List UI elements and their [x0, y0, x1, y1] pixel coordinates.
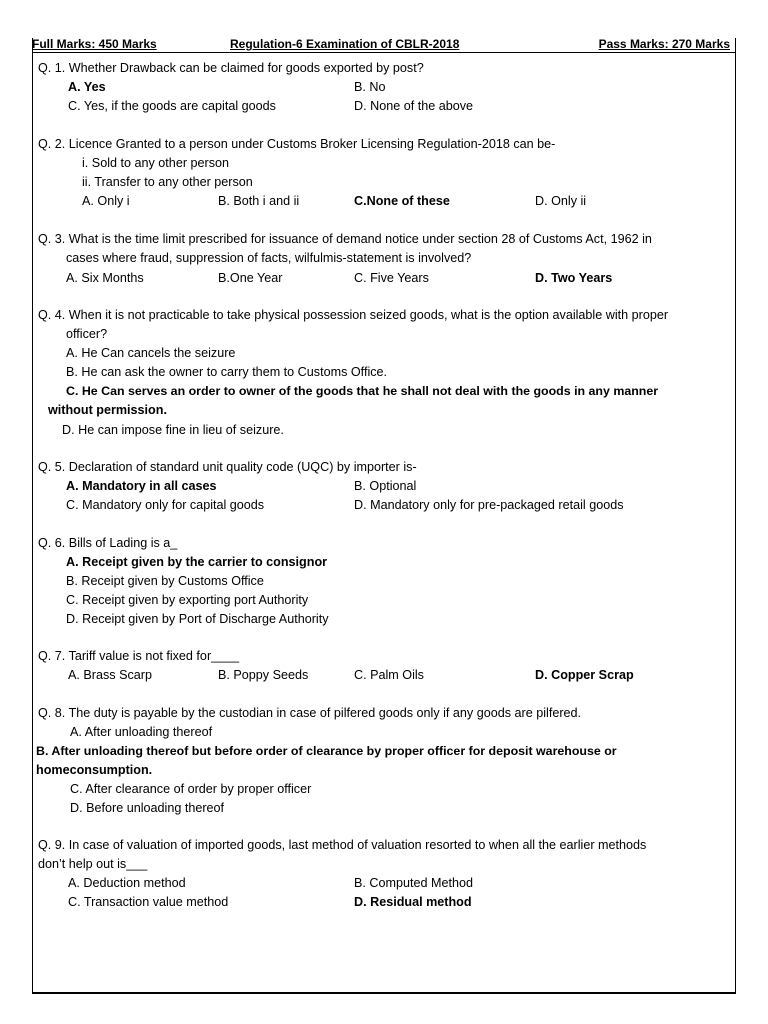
q2-option-d: D. Only ii	[535, 194, 587, 208]
q6-question: Q. 6. Bills of Lading is a_	[38, 536, 178, 550]
q4-option-a: A. He Can cancels the seizure	[66, 346, 236, 360]
q4-option-b: B. He can ask the owner to carry them to Customs Office.	[66, 365, 388, 379]
q3-option-c: C. Five Years	[354, 271, 429, 285]
q7-option-a: A. Brass Scarp	[68, 668, 152, 682]
q1-option-b: B. No	[354, 80, 386, 94]
q2-statement-ii: ii. Transfer to any other person	[82, 175, 253, 189]
q8-question: Q. 8. The duty is payable by the custodian in case of pilfered goods only if any goods are pilfered.	[38, 706, 582, 720]
q9-option-b: B. Computed Method	[354, 876, 474, 890]
q8-option-b-line2: homeconsumption.	[36, 763, 153, 777]
q8-option-a: A. After unloading thereof	[70, 725, 213, 739]
header-rule	[32, 52, 736, 53]
q6-option-a: A. Receipt given by the carrier to consignor	[66, 555, 328, 569]
q5-option-c: C. Mandatory only for capital goods	[66, 498, 265, 512]
q1-option-c: C. Yes, if the goods are capital goods	[68, 99, 276, 113]
q9-question-line2: don’t help out is___	[38, 857, 148, 871]
q4-question-line2: officer?	[66, 327, 108, 341]
q1-option-d: D. None of the above	[354, 99, 474, 113]
q9-option-a: A. Deduction method	[68, 876, 186, 890]
q2-option-b: B. Both i and ii	[218, 194, 300, 208]
q1-option-a: A. Yes	[68, 80, 106, 94]
q5-question: Q. 5. Declaration of standard unit quality code (UQC) by importer is-	[38, 460, 417, 474]
q3-option-b: B.One Year	[218, 271, 283, 285]
q9-option-d: D. Residual method	[354, 895, 472, 909]
exam-title: Regulation-6 Examination of CBLR-2018	[230, 37, 460, 51]
q6-option-c: C. Receipt given by exporting port Authority	[66, 593, 309, 607]
q1-question: Q. 1. Whether Drawback can be claimed for goods exported by post?	[38, 61, 424, 75]
q7-option-d: D. Copper Scrap	[535, 668, 634, 682]
q4-option-c-line1: C. He Can serves an order to owner of the goods that he shall not deal with the goods in any manner	[66, 384, 659, 398]
q8-option-b-line1: B. After unloading thereof but before order of clearance by proper officer for deposit warehouse or	[36, 744, 617, 758]
q4-option-c-line2: without permission.	[48, 403, 167, 417]
q5-option-b: B. Optional	[354, 479, 417, 493]
q9-option-c: C. Transaction value method	[68, 895, 229, 909]
q2-statement-i: i. Sold to any other person	[82, 156, 230, 170]
q5-option-a: A. Mandatory in all cases	[66, 479, 217, 493]
q7-question: Q. 7. Tariff value is not fixed for____	[38, 649, 240, 663]
pass-marks: Pass Marks: 270 Marks	[598, 37, 730, 51]
q3-option-d: D. Two Years	[535, 271, 613, 285]
q3-question-line2: cases where fraud, suppression of facts, wilfulmis-statement is involved?	[66, 251, 472, 265]
q6-option-d: D. Receipt given by Port of Discharge Authority	[66, 612, 329, 626]
q3-question-line1: Q. 3. What is the time limit prescribed for issuance of demand notice under section 28 of Customs Act, 1962 in	[38, 232, 652, 246]
exam-header	[32, 37, 736, 53]
q2-question: Q. 2. Licence Granted to a person under Customs Broker Licensing Regulation-2018 can be-	[38, 137, 556, 151]
q8-option-d: D. Before unloading thereof	[70, 801, 225, 815]
q7-option-c: C. Palm Oils	[354, 668, 424, 682]
q9-question-line1: Q. 9. In case of valuation of imported goods, last method of valuation resorted to when all the earlier methods	[38, 838, 647, 852]
q7-option-b: B. Poppy Seeds	[218, 668, 309, 682]
q2-option-c: C.None of these	[354, 194, 450, 208]
q3-option-a: A. Six Months	[66, 271, 144, 285]
q2-option-a: A. Only i	[82, 194, 130, 208]
q8-option-c: C. After clearance of order by proper officer	[70, 782, 312, 796]
full-marks: Full Marks: 450 Marks	[32, 37, 157, 51]
q6-option-b: B. Receipt given by Customs Office	[66, 574, 264, 588]
q4-option-d: D. He can impose fine in lieu of seizure.	[62, 423, 284, 437]
q5-option-d: D. Mandatory only for pre-packaged retail goods	[354, 498, 624, 512]
q4-question-line1: Q. 4. When it is not practicable to take physical possession seized goods, what is the option available with proper	[38, 308, 669, 322]
